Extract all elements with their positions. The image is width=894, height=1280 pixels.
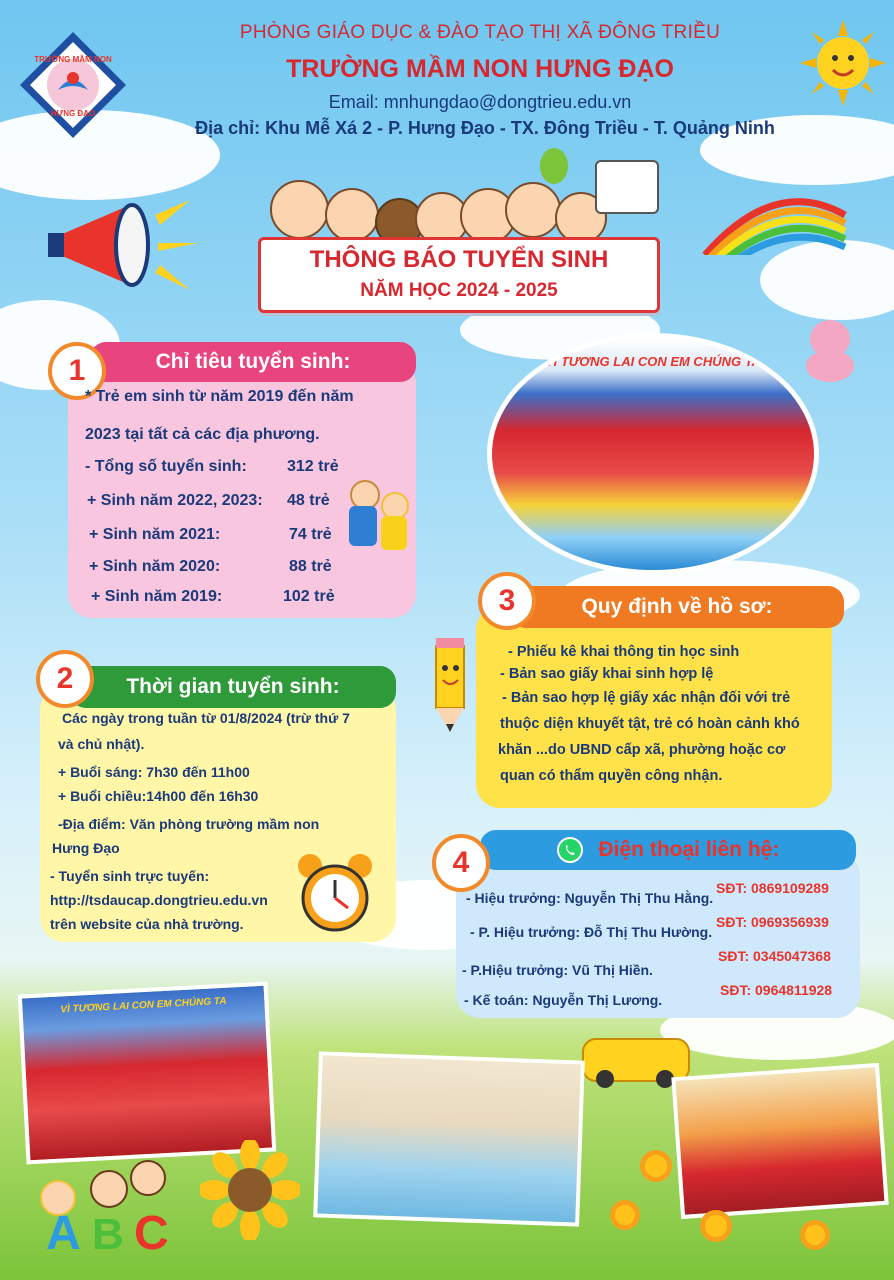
section-1-heading	[90, 342, 416, 382]
intro-line: * Trẻ em sinh từ năm 2019 đến năm	[85, 388, 354, 405]
teddy-bear-icon	[800, 320, 858, 382]
school-logo	[18, 30, 128, 140]
drawing-board	[595, 160, 659, 214]
enrollment-url[interactable]: http://tsdaucap.dongtrieu.edu.vn	[50, 892, 268, 908]
logo-text-top: TRƯỜNG MẦM NON	[34, 55, 112, 64]
document-requirement: - Bản sao giấy khai sinh hợp lệ	[500, 666, 714, 682]
schedule-line: và chủ nhật).	[58, 736, 145, 752]
schedule-line: -Địa điểm: Văn phòng trường mầm non	[58, 816, 320, 832]
children-walking-icon	[345, 480, 415, 560]
photo-banner-text: VÌ TƯƠNG LAI CON EM CHÚNG TA	[60, 995, 227, 1016]
quota-row-label: + Sinh năm 2020:	[89, 558, 221, 575]
section-2-number: 2	[36, 650, 94, 708]
whatsapp-icon	[557, 837, 583, 863]
pencil-mascot-icon	[428, 632, 472, 736]
balloon-icon	[540, 148, 568, 184]
section-4-heading-text: Điện thoại liên hệ:	[598, 838, 780, 861]
quota-row-value: 102 trẻ	[283, 588, 335, 605]
section-4-number: 4	[432, 834, 490, 892]
quota-row-label: + Sinh năm 2022, 2023:	[87, 492, 263, 509]
schedule-line: - Tuyển sinh trực tuyến:	[50, 868, 210, 884]
document-requirement: thuộc diện khuyết tật, trẻ có hoàn cảnh khó	[500, 716, 800, 732]
section-2-heading-text: Thời gian tuyển sinh:	[126, 675, 340, 698]
contact-phone[interactable]: SĐT: 0969356939	[716, 914, 829, 930]
flower-decoration	[610, 1200, 640, 1230]
school-event-photo	[487, 333, 819, 575]
page-title: THÔNG BÁO TUYỂN SINH	[309, 246, 609, 273]
flower-decoration	[640, 1150, 672, 1182]
contact-phone[interactable]: SĐT: 0869109289	[716, 880, 829, 896]
section-3-heading	[510, 586, 844, 628]
megaphone-icon	[40, 195, 200, 295]
contact-name: - Kế toán: Nguyễn Thị Lương.	[464, 992, 663, 1008]
letter-a: A	[46, 1207, 81, 1260]
contact-phone[interactable]: SĐT: 0964811928	[720, 982, 833, 998]
letter-c: C	[134, 1207, 169, 1260]
letter-b: B	[92, 1210, 124, 1259]
document-requirement: - Bản sao hợp lệ giấy xác nhận đối với trẻ	[502, 690, 791, 706]
kid-face	[505, 182, 561, 238]
document-requirement: - Phiếu kê khai thông tin học sinh	[508, 644, 740, 660]
flower-decoration	[800, 1220, 830, 1250]
schedule-line: Các ngày trong tuần từ 01/8/2024 (trừ thứ 7	[62, 710, 350, 726]
sun-icon	[800, 20, 886, 106]
quota-row-value: 74 trẻ	[289, 526, 332, 543]
section-3-number: 3	[478, 572, 536, 630]
section-1-number: 1	[48, 342, 106, 400]
sunflower-icon	[200, 1140, 300, 1240]
stage-event-photo	[18, 982, 277, 1165]
quota-row-label: + Sinh năm 2021:	[89, 526, 221, 543]
section-4-heading	[480, 830, 856, 870]
contact-name: - P. Hiệu trưởng: Đỗ Thị Thu Hường.	[470, 924, 713, 940]
logo-text-bottom: HƯNG ĐẠO	[50, 109, 96, 118]
kid-face	[270, 180, 329, 239]
school-name: TRƯỜNG MẦM NON HƯNG ĐẠO	[286, 55, 674, 83]
children-activity-photo	[671, 1063, 888, 1219]
quota-row-value: 88 trẻ	[289, 558, 332, 575]
section-2-heading	[70, 666, 396, 708]
quota-row-value: 48 trẻ	[287, 492, 330, 509]
classroom-photo	[313, 1051, 585, 1226]
document-requirement: khăn ...do UBND cấp xã, phường hoặc cơ	[498, 742, 786, 758]
flower-decoration	[700, 1210, 732, 1242]
rainbow-icon	[700, 185, 850, 255]
section-1-heading-text: Chỉ tiêu tuyển sinh:	[155, 350, 351, 373]
contact-name: - P.Hiệu trưởng: Vũ Thị Hiền.	[462, 962, 653, 978]
quota-row-label: - Tổng số tuyển sinh:	[85, 458, 247, 475]
schedule-line: + Buổi chiều:14h00 đến 16h30	[58, 788, 259, 804]
title-box	[258, 237, 660, 313]
contact-name: - Hiệu trưởng: Nguyễn Thị Thu Hằng.	[466, 890, 714, 906]
quota-row-label: + Sinh năm 2019:	[91, 588, 223, 605]
department-name: PHÒNG GIÁO DỤC & ĐÀO TẠO THỊ XÃ ĐÔNG TRIỀU	[239, 22, 721, 43]
alarm-clock-icon	[292, 850, 378, 936]
school-address: Địa chỉ: Khu Mễ Xá 2 - P. Hưng Đạo - TX. Đông Triều - T. Quảng Ninh	[195, 118, 775, 138]
document-requirement: quan có thẩm quyền công nhận.	[500, 768, 723, 784]
schedule-line: trên website của nhà trường.	[50, 916, 244, 932]
kids-illustration	[250, 170, 670, 245]
abc-kids-illustration	[30, 1160, 190, 1270]
schedule-line: + Buổi sáng: 7h30 đến 11h00	[58, 764, 250, 780]
section-3-heading-text: Quy định về hồ sơ:	[581, 595, 773, 618]
contact-phone[interactable]: SĐT: 0345047368	[718, 948, 831, 964]
photo-banner-text: VÌ TƯƠNG LAI CON EM CHÚNG TA	[544, 354, 762, 369]
quota-row-value: 312 trẻ	[287, 458, 339, 475]
intro-line: 2023 tại tất cả các địa phương.	[85, 426, 320, 443]
school-year: NĂM HỌC 2024 - 2025	[360, 280, 558, 301]
kid-face	[325, 188, 379, 242]
school-email: Email: mnhungdao@dongtrieu.edu.vn	[328, 92, 632, 112]
schedule-line: Hưng Đạo	[52, 840, 120, 856]
